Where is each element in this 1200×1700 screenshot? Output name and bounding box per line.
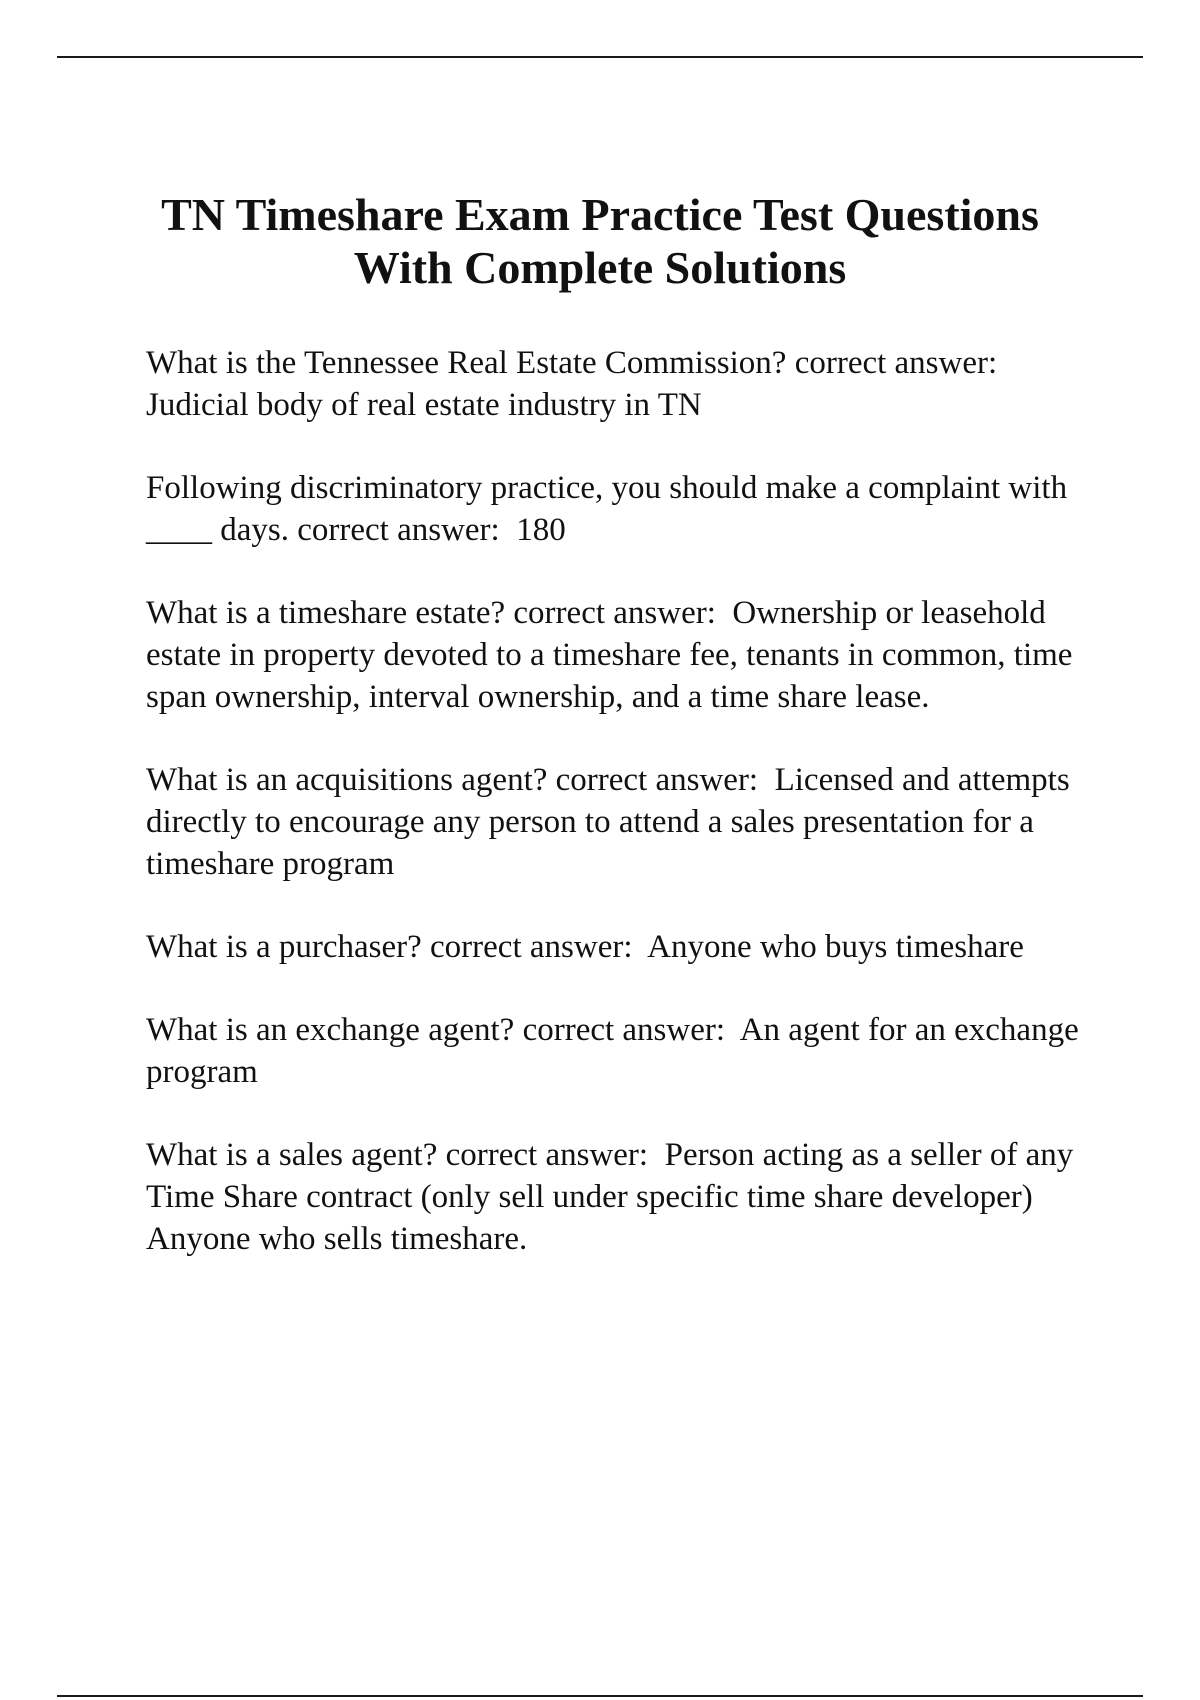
title-line-1: TN Timeshare Exam Practice Test Questions xyxy=(161,189,1039,240)
title-line-2: With Complete Solutions xyxy=(353,242,847,293)
qa-item-sales-agent: What is a sales agent? correct answer: Person acting as a seller of any Time Share contract (only sell under specific time share developer) Anyone who sells timeshare. xyxy=(146,1137,1081,1257)
qa-item-purchaser: What is a purchaser? correct answer: Anyone who buys timeshare xyxy=(146,929,1024,965)
qa-item-complaint-days: Following discriminatory practice, you should make a complaint with ____ days. correct answer: 180 xyxy=(146,470,1076,548)
page-title xyxy=(100,188,1100,294)
bottom-divider xyxy=(57,1695,1143,1697)
top-divider xyxy=(57,56,1143,58)
question-answer-list xyxy=(146,342,1096,1301)
qa-item-timeshare-estate: What is a timeshare estate? correct answer: Ownership or leasehold estate in property devoted to a timeshare fee, tenants in common, time span ownership, interval ownership, and a time share lease. xyxy=(146,595,1081,715)
qa-item-commission: What is the Tennessee Real Estate Commission? correct answer: Judicial body of real estate industry in TN xyxy=(146,345,1006,423)
qa-item-exchange-agent: What is an exchange agent? correct answer: An agent for an exchange program xyxy=(146,1012,1087,1090)
qa-item-acquisitions-agent: What is an acquisitions agent? correct answer: Licensed and attempts directly to encourage any person to attend a sales presentation for a timeshare program xyxy=(146,762,1078,882)
